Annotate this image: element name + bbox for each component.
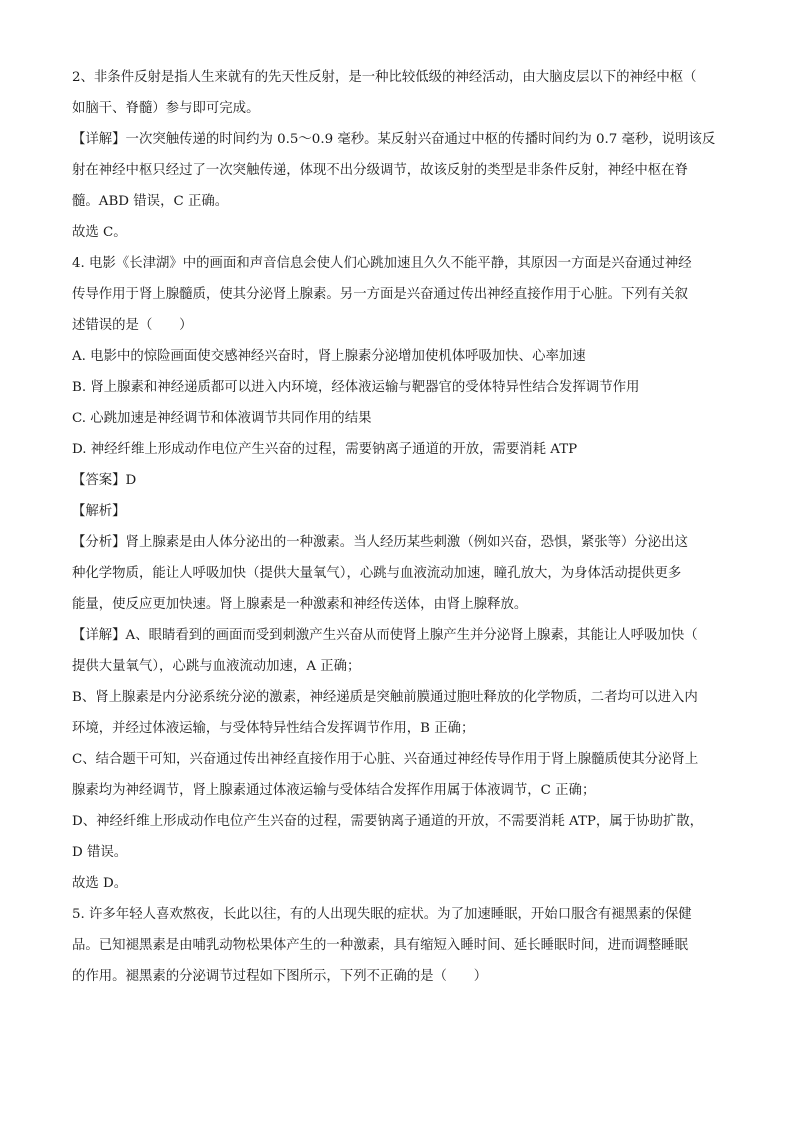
text-line: 【分析】肾上腺素是由人体分泌出的一种激素。当人经历某些刺激（例如兴奋，恐惧，紧张等）分泌出这	[72, 535, 688, 550]
text-line: 传导作用于肾上腺髓质，使其分泌肾上腺素。另一方面是兴奋通过传出神经直接作用于心脏。下列有关叙	[72, 287, 688, 302]
text-line: 2、非条件反射是指人生来就有的先天性反射，是一种比较低级的神经活动，由大脑皮层以下的神经中枢（	[72, 70, 697, 85]
text-line: 髓。ABD 错误，C 正确。	[72, 194, 229, 209]
text-line: 的作用。褪黑素的分泌调节过程如下图所示，下列不正确的是（ ）	[72, 969, 488, 984]
option-a: A. 电影中的惊险画面使交感神经兴奋时，肾上腺素分泌增加使机体呼吸加快、心率加速	[72, 349, 586, 364]
option-c: C. 心跳加速是神经调节和体液调节共同作用的结果	[72, 411, 372, 426]
text-line: 【详解】A、眼睛看到的画面而受到刺激产生兴奋从而使肾上腺产生并分泌肾上腺素，其能让人呼吸加快（	[72, 628, 698, 643]
answer-label: 【答案】D	[72, 473, 137, 488]
question-5-stem: 5. 许多年轻人喜欢熬夜，长此以往，有的人出现失眠的症状。为了加速睡眠，开始口服含有褪黑素的保健	[72, 907, 692, 922]
text-line: 故选 C。	[72, 225, 127, 240]
text-line: 环境，并经过体液运输，与受体特异性结合发挥调节作用，B 正确；	[72, 721, 475, 736]
text-line: D 错误。	[72, 845, 128, 860]
option-d: D. 神经纤维上形成动作电位产生兴奋的过程，需要钠离子通道的开放，需要消耗 ATP	[72, 442, 578, 457]
question-4-stem: 4. 电影《长津湖》中的画面和声音信息会使人们心跳加速且久久不能平静，其原因一方面是兴奋通过神经	[72, 256, 692, 271]
text-line: 腺素均为神经调节，肾上腺素通过体液运输与受体结合发挥作用属于体液调节，C 正确；	[72, 783, 596, 798]
text-line: 能量，使反应更加快速。肾上腺素是一种激素和神经传送体，由肾上腺释放。	[72, 597, 528, 612]
text-line: 射在神经中枢只经过了一次突触传递，体现不出分级调节，故该反射的类型是非条件反射，神经中枢在脊	[72, 163, 688, 178]
option-b: B. 肾上腺素和神经递质都可以进入内环境，经体液运输与靶器官的受体特异性结合发挥调节作用	[72, 380, 640, 395]
text-line: 述错误的是（ ）	[72, 318, 193, 333]
text-line: B、肾上腺素是内分泌系统分泌的激素，神经递质是突触前膜通过胞吐释放的化学物质，二者均可以进入内	[72, 690, 698, 705]
text-line: 如脑干、脊髓）参与即可完成。	[72, 101, 260, 116]
text-line: 故选 D。	[72, 876, 128, 891]
text-line: C、结合题干可知，兴奋通过传出神经直接作用于心脏、兴奋通过神经传导作用于肾上腺髓质使其分泌肾上	[72, 752, 699, 767]
document-page	[72, 62, 726, 992]
analysis-label: 【解析】	[72, 504, 126, 519]
text-line: D、神经纤维上形成动作电位产生兴奋的过程，需要钠离子通道的开放，不需要消耗 ATP，属于协助扩散，	[72, 814, 704, 829]
text-line: 提供大量氧气），心跳与血液流动加速，A 正确；	[72, 659, 361, 674]
text-line: 品。已知褪黑素是由哺乳动物松果体产生的一种激素，具有缩短入睡时间、延长睡眠时间，进而调整睡眠	[72, 938, 688, 953]
text-line: 【详解】一次突触传递的时间约为 0.5～0.9 毫秒。某反射兴奋通过中枢的传播时间约为 0.7 毫秒，说明该反	[72, 132, 716, 147]
text-line: 种化学物质，能让人呼吸加快（提供大量氧气），心跳与血液流动加速，瞳孔放大，为身体活动提供更多	[72, 566, 682, 581]
